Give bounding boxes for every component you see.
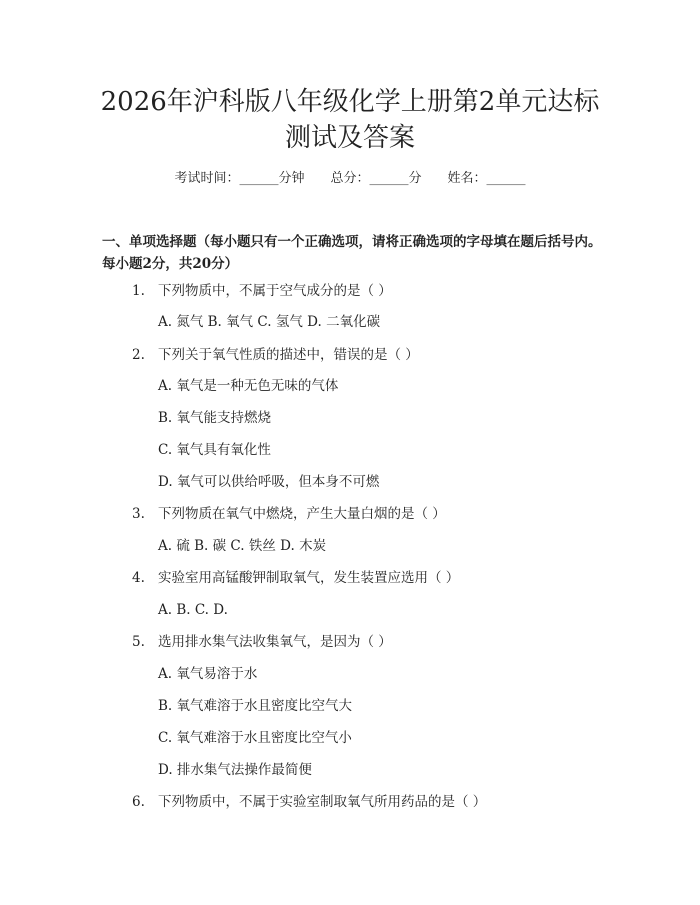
document-title-line-2: 测试及答案: [284, 123, 415, 153]
question-5-option-a: A. 氧气易溶于水: [158, 666, 258, 682]
question-5-option-d: D. 排水集气法操作最简便: [158, 762, 312, 778]
question-text: 选用排水集气法收集氧气，是因为（ ）: [158, 634, 392, 650]
question-text: 下列物质中，不属于空气成分的是（ ）: [158, 283, 392, 299]
question-number: 3.: [132, 506, 145, 522]
question-1: [132, 282, 392, 300]
exam-time-field: 考试时间：______分钟: [174, 171, 305, 186]
question-4: [132, 569, 459, 587]
question-number: 5.: [132, 634, 145, 650]
question-3: [132, 505, 446, 523]
total-score-field: 总分：______分: [330, 171, 422, 186]
section-heading: 一、单项选择题（每小题只有一个正确选项，请将正确选项的字母填在题后括号内。每小题2分，共20分）: [102, 234, 602, 272]
question-3-options: A. 硫 B. 碳 C. 铁丝 D. 木炭: [158, 538, 327, 554]
question-2-option-c: C. 氧气具有氧化性: [158, 442, 271, 458]
question-2-option-d: D. 氧气可以供给呼吸，但本身不可燃: [158, 474, 380, 490]
question-6: [132, 793, 486, 811]
question-5-option-b: B. 氧气难溶于水且密度比空气大: [158, 698, 353, 714]
question-text: 下列物质在氧气中燃烧，产生大量白烟的是（ ）: [158, 506, 446, 522]
question-5-option-c: C. 氧气难溶于水且密度比空气小: [158, 730, 352, 746]
question-1-options: A. 氮气 B. 氧气 C. 氢气 D. 二氧化碳: [158, 314, 381, 330]
question-number: 2.: [132, 347, 145, 363]
question-number: 6.: [132, 794, 145, 810]
question-text: 下列物质中，不属于实验室制取氧气所用药品的是（ ）: [158, 794, 487, 810]
question-text: 下列关于氧气性质的描述中，错误的是（ ）: [158, 347, 419, 363]
question-number: 4.: [132, 570, 145, 586]
question-2: [132, 346, 419, 364]
question-2-option-b: B. 氧气能支持燃烧: [158, 410, 272, 426]
student-name-field: 姓名：______: [447, 171, 526, 186]
question-2-option-a: A. 氧气是一种无色无味的气体: [158, 378, 339, 394]
document-title-line-1: 2026年沪科版八年级化学上册第2单元达标: [100, 87, 600, 117]
question-4-options: A. B. C. D.: [158, 602, 228, 618]
exam-meta: [0, 170, 700, 188]
question-text: 实验室用高锰酸钾制取氧气，发生装置应选用（ ）: [158, 570, 460, 586]
question-5: [132, 633, 392, 651]
question-number: 1.: [132, 283, 145, 299]
